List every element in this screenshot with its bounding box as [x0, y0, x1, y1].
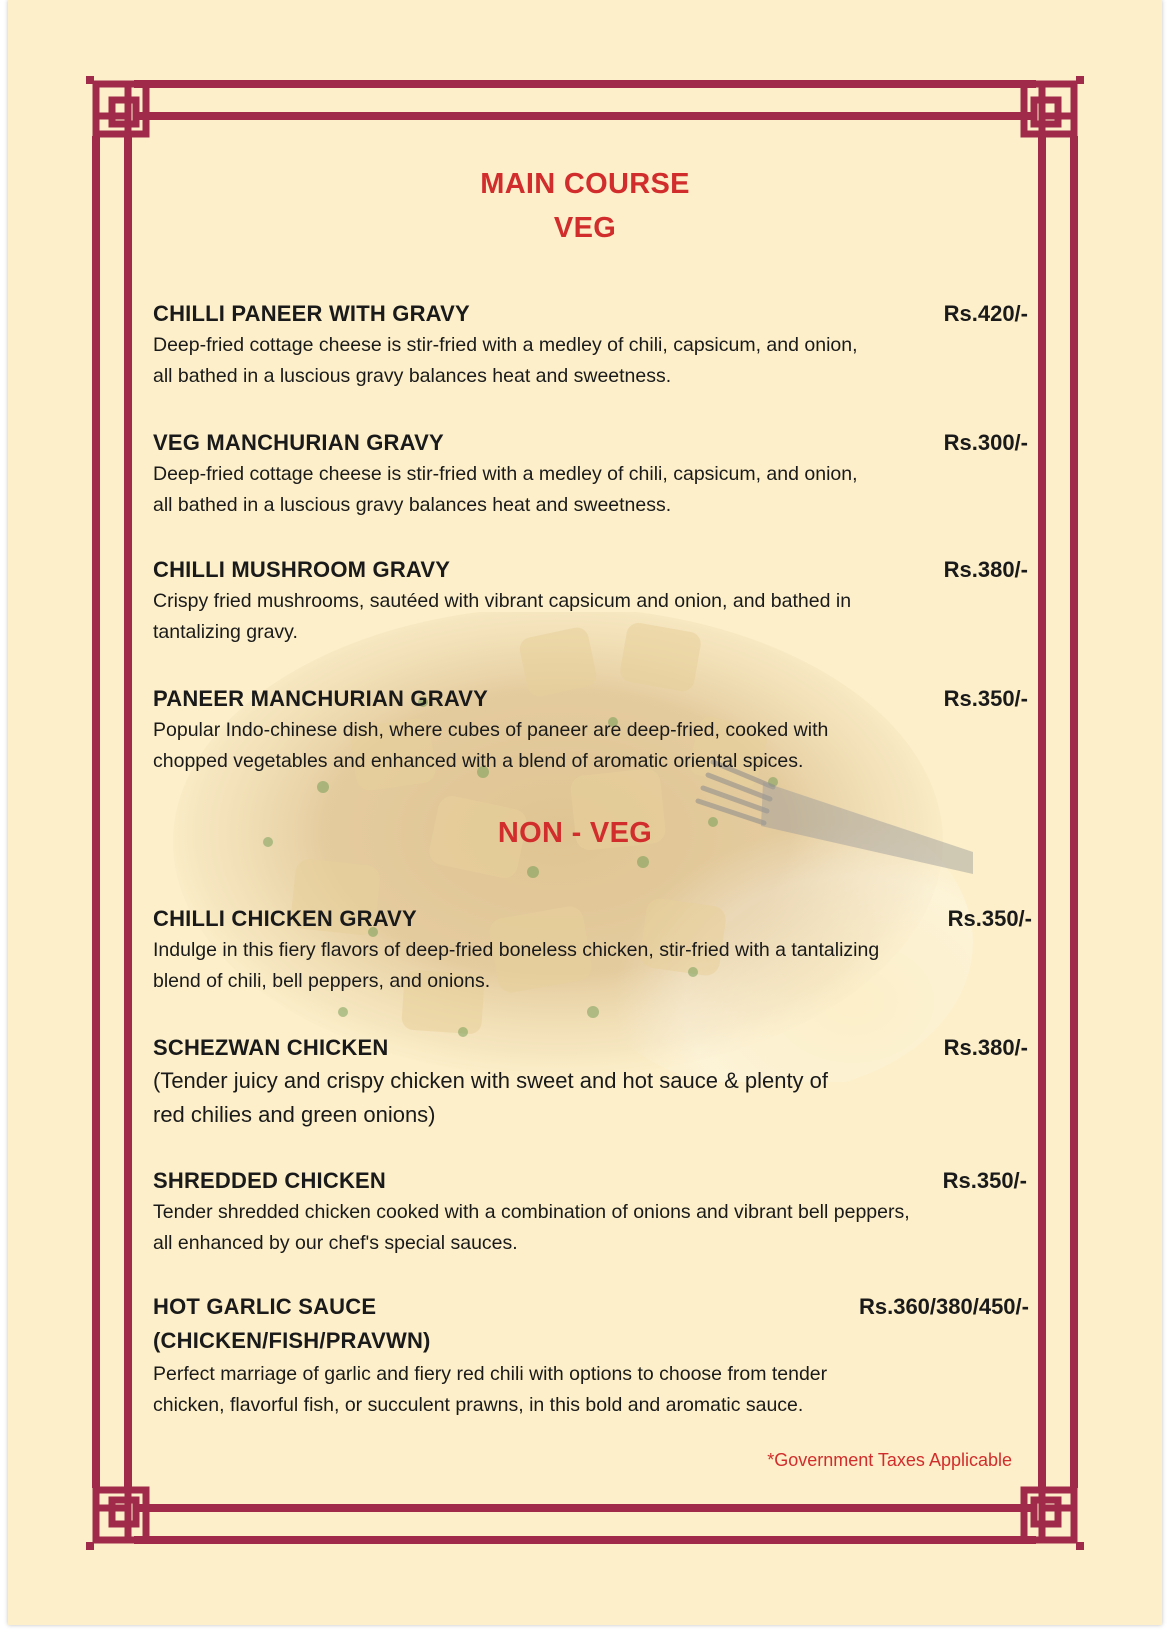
menu-item-name: CHILLI CHICKEN GRAVY [153, 906, 417, 931]
menu-item-name: CHILLI PANEER WITH GRAVY [153, 301, 470, 326]
description-line: all bathed in a luscious gravy balances heat and sweetness. [153, 365, 672, 387]
menu-item-description [153, 586, 851, 648]
menu-item-price: Rs.380/- [943, 557, 1028, 582]
description-line: tantalizing gravy. [153, 621, 298, 643]
description-line: Crispy fried mushrooms, sautéed with vibrant capsicum and onion, and bathed in [153, 590, 852, 612]
menu-item-name: SCHEZWAN CHICKEN [153, 1035, 389, 1060]
description-line: Deep-fried cottage cheese is stir-fried with a medley of chili, capsicum, and onion, [153, 463, 858, 485]
menu-item-name: CHILLI MUSHROOM GRAVY [153, 557, 451, 582]
menu-item-description [153, 1064, 828, 1132]
menu-item-description [153, 715, 828, 777]
description-line: all enhanced by our chef's special sauces. [153, 1232, 518, 1254]
menu-item-price: Rs.350/- [947, 906, 1032, 931]
description-line: chicken, flavorful fish, or succulent prawns, in this bold and aromatic sauce. [153, 1394, 804, 1416]
menu-item-description [153, 459, 858, 521]
description-line: Tender shredded chicken cooked with a combination of onions and vibrant bell peppers, [153, 1201, 910, 1223]
menu-item-name-variants: (CHICKEN/FISH/PRAVWN) [153, 1328, 431, 1353]
menu-item-name: PANEER MANCHURIAN GRAVY [153, 686, 489, 711]
menu-item-price: Rs.420/- [943, 301, 1028, 326]
menu-item-name: HOT GARLIC SAUCE [153, 1294, 377, 1319]
description-line: Popular Indo-chinese dish, where cubes of paneer are deep-fried, cooked with [153, 719, 829, 741]
nonveg-heading: NON - VEG [497, 817, 653, 849]
frame-corner-bottom-left-icon [96, 1490, 146, 1540]
description-line: Deep-fried cottage cheese is stir-fried with a medley of chili, capsicum, and onion, [153, 334, 858, 356]
frame-corner-bottom-right-icon [1024, 1490, 1074, 1540]
menu-item-description [153, 935, 879, 997]
frame-corner-top-left-icon [96, 84, 146, 134]
description-line: red chilies and green onions) [153, 1102, 436, 1127]
menu-item-name: VEG MANCHURIAN GRAVY [153, 430, 444, 455]
menu-item-description [153, 1359, 827, 1421]
veg-heading: VEG [553, 212, 617, 244]
frame-corner-top-right-icon [1024, 84, 1074, 134]
menu-item-name: SHREDDED CHICKEN [153, 1168, 386, 1193]
description-line: (Tender juicy and crispy chicken with sweet and hot sauce & plenty of [153, 1068, 829, 1093]
description-line: Indulge in this fiery flavors of deep-fried boneless chicken, stir-fried with a tantalizing [153, 939, 880, 961]
description-line: all bathed in a luscious gravy balances heat and sweetness. [153, 494, 672, 516]
menu-item-description [153, 1197, 910, 1259]
tax-note: *Government Taxes Applicable [767, 1450, 1012, 1470]
menu-item-price: Rs.380/- [943, 1035, 1028, 1060]
page-title: MAIN COURSE [480, 168, 690, 200]
menu-item-description [153, 330, 858, 392]
menu-item-price: Rs.360/380/450/- [858, 1294, 1029, 1319]
menu-item-price: Rs.350/- [942, 1168, 1027, 1193]
description-line: chopped vegetables and enhanced with a blend of aromatic oriental spices. [153, 750, 804, 772]
description-line: blend of chili, bell peppers, and onions. [153, 970, 491, 992]
menu-item-price: Rs.300/- [943, 430, 1028, 455]
menu-item-price: Rs.350/- [943, 686, 1028, 711]
description-line: Perfect marriage of garlic and fiery red chili with options to choose from tender [153, 1363, 828, 1385]
